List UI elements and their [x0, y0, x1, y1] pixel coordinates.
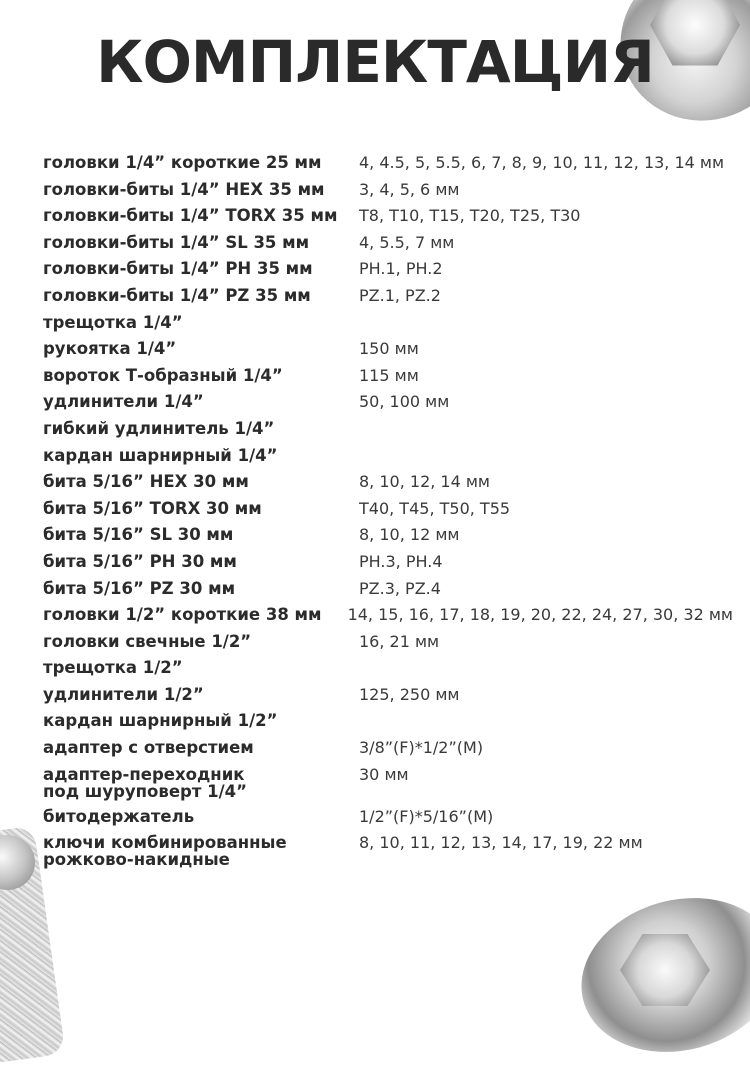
- spec-value: [359, 310, 733, 314]
- spec-label: головки-биты 1/4” HEX 35 мм: [43, 179, 325, 199]
- spec-label: рукоятка 1/4”: [43, 339, 177, 359]
- spec-value: [359, 416, 733, 420]
- spec-label: битодержатель: [43, 806, 195, 826]
- spec-label: кардан шарнирный 1/2”: [43, 711, 278, 731]
- spec-value: PZ.3, PZ.4: [359, 578, 441, 598]
- spec-row: [43, 804, 733, 831]
- spec-label: бита 5/16” PH 30 мм: [43, 551, 237, 571]
- spec-label: гибкий удлинитель 1/4”: [43, 418, 275, 438]
- spec-label: удлинители 1/2”: [43, 684, 204, 704]
- spec-label: ключи комбинированные рожково-накидные: [43, 833, 287, 870]
- spec-label: бита 5/16” TORX 30 мм: [43, 498, 262, 518]
- page-title: КОМПЛЕКТАЦИЯ: [96, 28, 654, 96]
- spec-row: [43, 310, 733, 337]
- spec-label: кардан шарнирный 1/4”: [43, 445, 278, 465]
- spec-table: [43, 150, 733, 872]
- spec-row: [43, 469, 733, 496]
- spec-row: [43, 203, 733, 230]
- spec-label: трещотка 1/2”: [43, 658, 183, 678]
- spec-value: 150 мм: [359, 339, 419, 359]
- spec-row: [43, 762, 733, 804]
- spec-label: адаптер с отверстием: [43, 738, 254, 758]
- spec-label: головки-биты 1/4” TORX 35 мм: [43, 206, 338, 226]
- spec-row: [43, 602, 733, 629]
- spec-value: PZ.1, PZ.2: [359, 285, 441, 305]
- spec-label: головки-биты 1/4” PH 35 мм: [43, 259, 313, 279]
- spec-label: бита 5/16” PZ 30 мм: [43, 578, 236, 598]
- spec-row: [43, 549, 733, 576]
- spec-row: [43, 682, 733, 709]
- spec-value: 16, 21 мм: [359, 631, 440, 651]
- spec-row: [43, 150, 733, 177]
- spec-row: [43, 830, 733, 872]
- spec-label: головки свечные 1/2”: [43, 631, 252, 651]
- spec-value: 30 мм: [359, 764, 409, 784]
- spec-row: [43, 443, 733, 470]
- spec-row: [43, 177, 733, 204]
- spec-row: [43, 522, 733, 549]
- spec-label: головки 1/2” короткие 38 мм: [43, 605, 322, 625]
- spec-value: 50, 100 мм: [359, 392, 450, 412]
- spec-row: [43, 230, 733, 257]
- spec-value: T8, T10, T15, T20, T25, T30: [359, 206, 581, 226]
- spec-value: 4, 5.5, 7 мм: [359, 232, 455, 252]
- spec-value: 115 мм: [359, 365, 419, 385]
- spec-value: [359, 708, 733, 712]
- spec-label: адаптер-переходник под шуруповерт 1/4”: [43, 764, 247, 801]
- spec-value: PH.3, PH.4: [359, 551, 443, 571]
- spec-label: бита 5/16” HEX 30 мм: [43, 472, 249, 492]
- spec-row: [43, 735, 733, 762]
- spec-row: [43, 363, 733, 390]
- spec-value: [359, 443, 733, 447]
- spec-value: 3/8”(F)*1/2”(M): [359, 738, 484, 758]
- spec-value: 8, 10, 12 мм: [359, 525, 460, 545]
- spec-value: 8, 10, 12, 14 мм: [359, 472, 490, 492]
- spec-value: PH.1, PH.2: [359, 259, 443, 279]
- spec-row: [43, 576, 733, 603]
- spec-value: 8, 10, 11, 12, 13, 14, 17, 19, 22 мм: [359, 833, 643, 853]
- spec-row: [43, 283, 733, 310]
- spec-row: [43, 708, 733, 735]
- spec-value: 3, 4, 5, 6 мм: [359, 179, 460, 199]
- spec-label: головки-биты 1/4” PZ 35 мм: [43, 285, 311, 305]
- spec-value: T40, T45, T50, T55: [359, 498, 511, 518]
- spec-value: 4, 4.5, 5, 5.5, 6, 7, 8, 9, 10, 11, 12, 13, 14 мм: [359, 153, 725, 172]
- spec-row: [43, 496, 733, 523]
- spec-label: бита 5/16” SL 30 мм: [43, 525, 234, 545]
- spec-row: [43, 416, 733, 443]
- spec-value: 125, 250 мм: [359, 684, 460, 704]
- spec-label: удлинители 1/4”: [43, 392, 204, 412]
- spec-value: [359, 655, 733, 659]
- spec-label: головки 1/4” короткие 25 мм: [43, 153, 322, 172]
- spec-row: [43, 256, 733, 283]
- spec-label: трещотка 1/4”: [43, 312, 183, 332]
- spec-value: 14, 15, 16, 17, 18, 19, 20, 22, 24, 27, 30, 32 мм: [347, 605, 733, 625]
- spec-row: [43, 389, 733, 416]
- spec-label: вороток Т-образный 1/4”: [43, 365, 283, 385]
- spec-value: 1/2”(F)*5/16”(M): [359, 806, 494, 826]
- spec-row: [43, 629, 733, 656]
- spec-label: головки-биты 1/4” SL 35 мм: [43, 232, 310, 252]
- spec-row: [43, 336, 733, 363]
- spec-row: [43, 655, 733, 682]
